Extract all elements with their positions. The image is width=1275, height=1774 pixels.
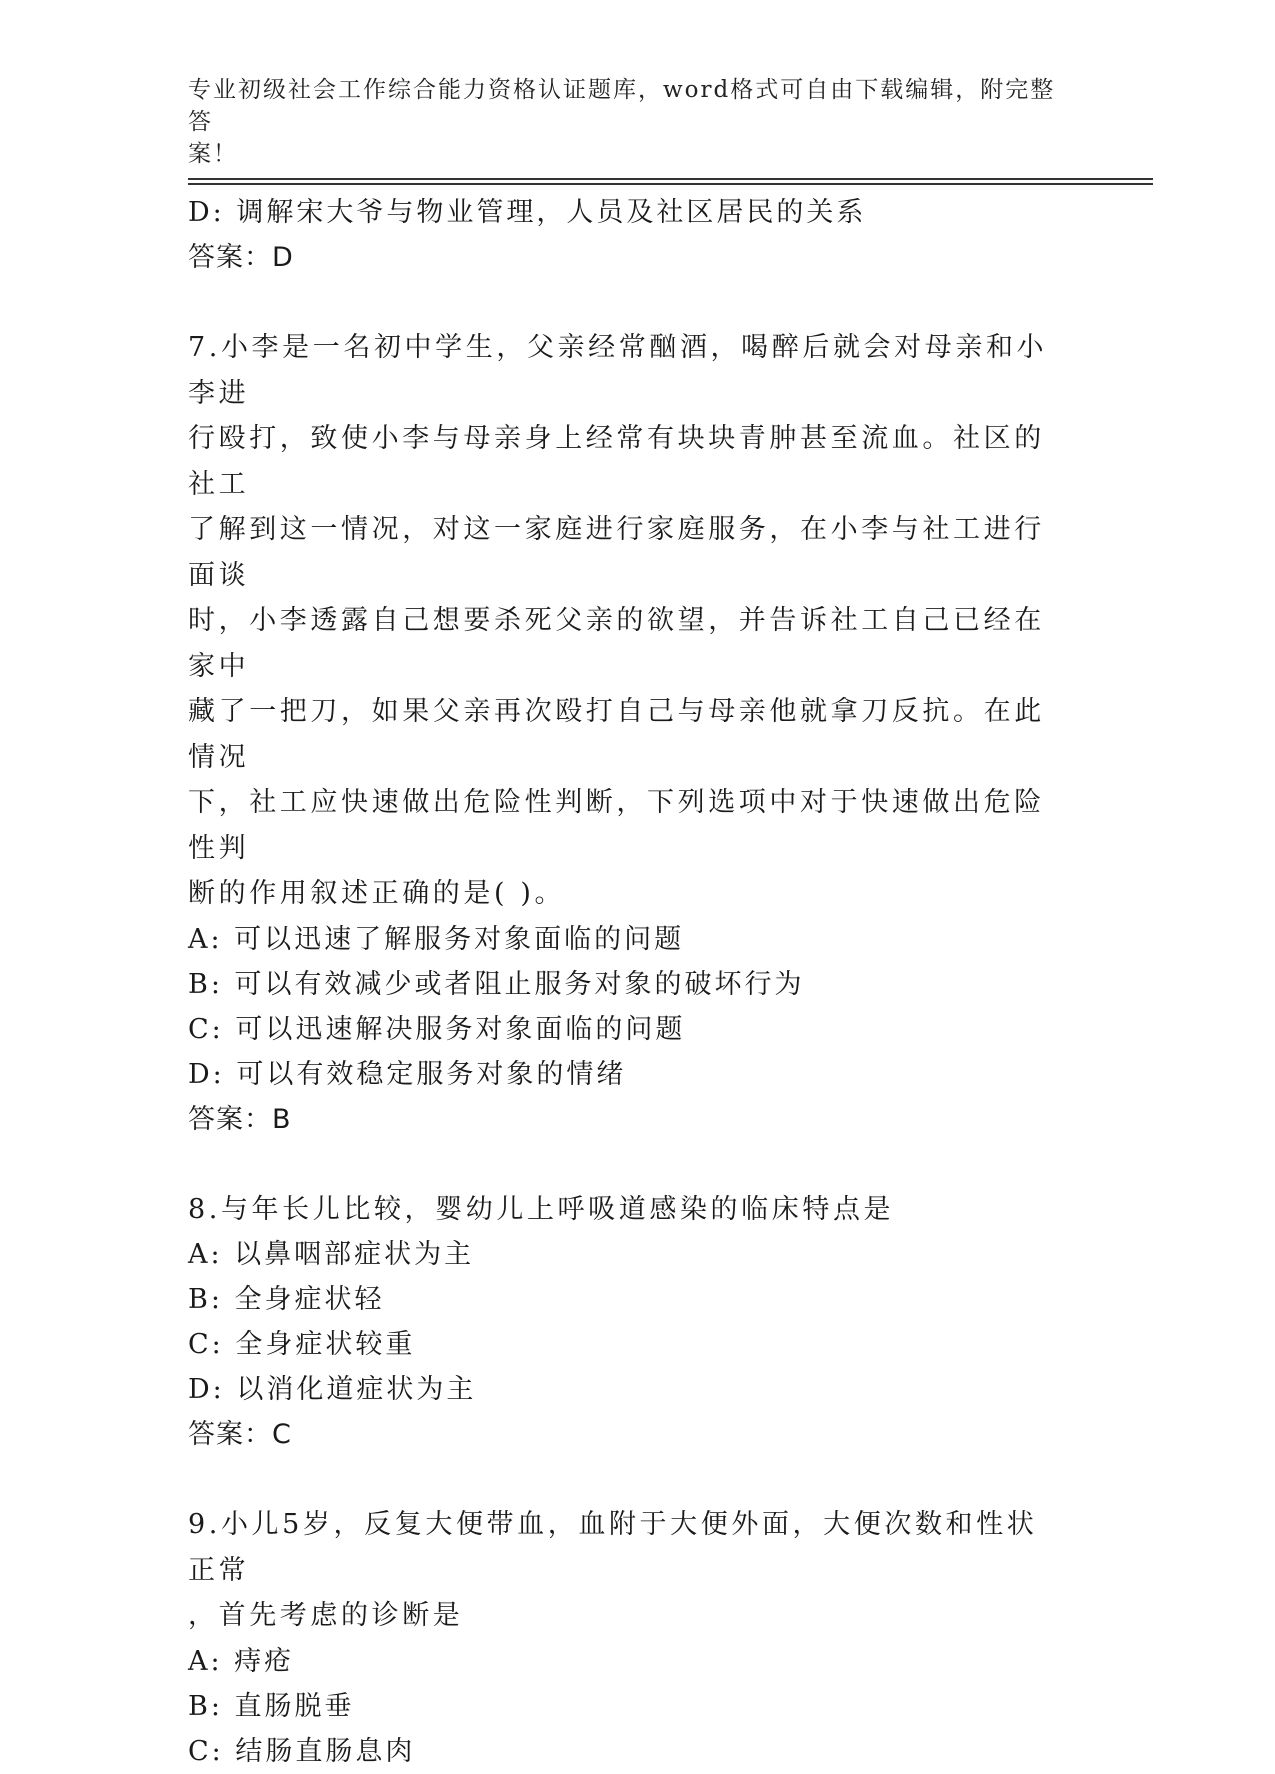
option-d: D: 以消化道症状为主 <box>188 1374 477 1405</box>
header-line-2: 案！ <box>188 141 238 167</box>
document-body <box>188 190 1068 1774</box>
header-line-1: 专业初级社会工作综合能力资格认证题库，word格式可自由下载编辑，附完整答 <box>188 77 1056 135</box>
answer-line: 答案：D <box>188 242 294 273</box>
option-a: A: 痔疮 <box>188 1645 295 1677</box>
question-9 <box>188 1502 1048 1774</box>
spacer <box>188 1457 1068 1502</box>
question-stem <box>188 1502 1048 1639</box>
question-stem <box>188 1187 1068 1233</box>
question-8 <box>188 1187 1068 1458</box>
option-a: A: 以鼻咽部症状为主 <box>188 1239 475 1270</box>
stem-line: 下，社工应快速做出危险性判断，下列选项中对于快速做出危险性判 <box>188 787 1045 864</box>
spacer <box>188 1142 1068 1187</box>
option-b: B: 直肠脱垂 <box>188 1690 355 1722</box>
answer-line: 答案：C <box>188 1419 292 1450</box>
spacer <box>188 280 1068 325</box>
header-divider-bottom <box>188 183 1153 185</box>
option-c: C: 可以迅速解决服务对象面临的问题 <box>188 1013 686 1045</box>
document-header <box>188 74 1068 170</box>
question-stem <box>188 325 1048 917</box>
option-c: C: 结肠直肠息肉 <box>188 1735 416 1767</box>
option-d: D: 调解宋大爷与物业管理，人员及社区居民的关系 <box>188 197 867 228</box>
stem-line: 断的作用叙述正确的是( )。 <box>188 878 566 909</box>
answer-line: 答案：B <box>188 1103 292 1135</box>
option-b: B: 全身症状轻 <box>188 1284 385 1315</box>
stem-line: 时，小李透露自己想要杀死父亲的欲望，并告诉社工自己已经在家中 <box>188 605 1045 682</box>
header-divider-top <box>188 178 1153 180</box>
prev-question-block <box>188 190 1068 280</box>
question-7 <box>188 325 1048 1142</box>
option-d: D: 可以有效稳定服务对象的情绪 <box>188 1058 627 1090</box>
option-a: A: 可以迅速了解服务对象面临的问题 <box>188 923 685 955</box>
stem-line: 了解到这一情况，对这一家庭进行家庭服务，在小李与社工进行面谈 <box>188 514 1045 591</box>
stem-line: 9.小儿5岁，反复大便带血，血附于大便外面，大便次数和性状正常 <box>188 1509 1038 1586</box>
stem-line: 藏了一把刀，如果父亲再次殴打自己与母亲他就拿刀反抗。在此情况 <box>188 696 1045 773</box>
stem-line: 行殴打，致使小李与母亲身上经常有块块青肿甚至流血。社区的社工 <box>188 423 1045 500</box>
stem-line: 7.小李是一名初中学生，父亲经常酗酒，喝醉后就会对母亲和小李进 <box>188 332 1048 409</box>
stem-line: ，首先考虑的诊断是 <box>188 1600 464 1631</box>
stem-line: 8.与年长儿比较，婴幼儿上呼吸道感染的临床特点是 <box>188 1193 895 1225</box>
option-b: B: 可以有效减少或者阻止服务对象的破坏行为 <box>188 968 805 1000</box>
option-c: C: 全身症状较重 <box>188 1329 416 1360</box>
